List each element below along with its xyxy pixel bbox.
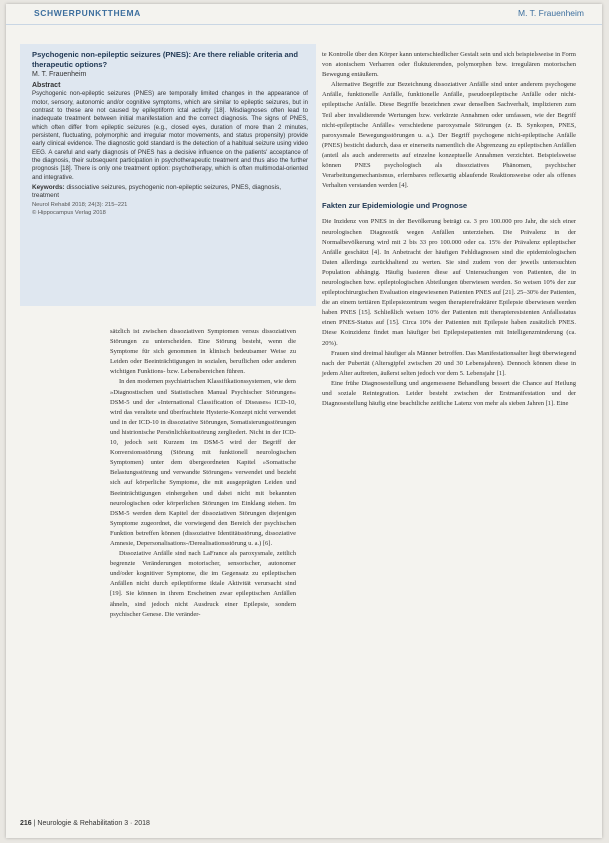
running-header bbox=[6, 4, 602, 25]
keywords-text: dissociative seizures, psychogenic non-epileptic seizures, PNES, diagnosis, treatment bbox=[32, 183, 282, 200]
body-paragraph: In den modernen psychiatrischen Klassifikationssystemen, wie dem »Diagnostischen und Statistischen Manual Psychischer Störungen« DSM-5 und der »International Classification of Diseases« ICD-10, wird das veraltete und überfrachtete Hysterie-Konzept nicht verwendet und in der ICD-10 in dissoziative Störungen, Somatisierungsstörungen und histrionische Persönlichkeitsstörung zergliedert. Nicht in der ICD-10, jedoch seit Kurzem im DSM-5 wird der Begriff der Konversionsstörung (Störung mit funktionell neurologischen Symptomen) unter dem übergeordneten Kapitel »Somatische Belastungsstörung und verwandte Störungen« verwendet und bezieht sich auf körperliche Symptome, die mit ausgeprägten Leiden und Beeinträchtigungen einhergehen und dabei nicht mit bekannten neurologischen oder körperlichen Störungen im Einklang stehen. Im DSM-5 werden dem Kapitel der dissoziativen Störungen diejenigen Symptome zugeordnet, die vorwiegend den Bereich der psychischen Funktion betreffen können (dissoziative Identitätsstörung, dissoziative Amnesie, Depersonalisations-/Derealisationsstörung u. a.) [6]. bbox=[110, 378, 296, 547]
author-short: M. T. Frauenheim bbox=[518, 8, 584, 18]
journal-page bbox=[6, 4, 602, 838]
citation-line: Neurol Rehabil 2018; 24(3): 215–221 bbox=[32, 202, 128, 209]
right-text-column bbox=[322, 50, 576, 409]
abstract-text: Psychogenic non-epileptic seizures (PNES) are temporally limited changes in the appearance of motor, sensory, autonomic and/or cognitive symptoms, which are similar to epileptic seizures, but in contrast to these are not caused by epileptiform ictal activity [18]. Misdiagnoses often lead to inadequate treatment between initial manifestation and the correct diagnosis. The signs of PNES, which often differ from epileptic seizures (e.g., closed eyes, duration of more than 2 minutes, persistent, fluctuating, polymorphic and irregular motor movements, and status propensity) provide early clinical evidence. The diagnostic gold standard is the detection of a habitual seizure using video EEG. A careful and early diagnosis of PNES has a decisive influence on the patients' acceptance of the diagnosis, their subsequent participation in psychotherapeutic treatment and thus also the further prognosis [18]. There is only one treatment option: psychotherapy, which is often multimodal-oriented and integrative. bbox=[32, 90, 308, 181]
page-footer bbox=[20, 820, 150, 827]
body-paragraph: Frauen sind dreimal häufiger als Männer betroffen. Das Manifestationsalter liegt überwiegend nach der Pubertät (Altersgipfel zwischen 20 und 30 Lebensjahren). Dennoch können diese in jedem Alter auftreten, äußerst selten jedoch vor dem 5. Lebensjahr [1]. bbox=[322, 349, 576, 377]
body-paragraph: Die Inzidenz von PNES in der Bevölkerung beträgt ca. 3 pro 100.000 pro Jahr, die sich einer neurologischen Diagnostik wegen Anfällen unterziehen. Die Prävalenz in der Normalbevölkerung wird mit 2 bis 33 pro 100.000 oder ca. 15% der Prävalenz epileptischer Anfälle geschätzt [4]. In Anbetracht der häufigen Fehldiagnosen sind die epidemiologischen Daten allerdings zurückhaltend zu werten. Sie sind zudem von der jeweils untersuchten Population abhängig. Häufig basieren diese auf Untersuchungen von Patienten, die in neurologischen bzw. epileptologischen Abteilungen überwiesen werden. So weisen 10% der zur epileptochirurgischen Evaluation eingewiesenen Patienten PNES auf [21]. 25–30% der Patienten, die an einem tertiären Epilepsiezentrum wegen therapierefraktärer Epilepsie überwiesen werden haben PNES [15]. Schließlich weisen 10% der Patienten mit therapieresistenten Anfallsstatus einen PNES-Status auf [15]. Circa 10% der Patienten mit Epilepsie haben zusätzlich PNES. Diese Koinzidenz findet man häufiger bei Epilepsiepatienten mit Intelligenzminderung (ca. 20%). bbox=[322, 218, 576, 347]
body-paragraph: Alternative Begriffe zur Bezeichnung dissoziativer Anfälle sind unter anderem psychogene Anfälle, funktionelle Anfälle, funktionelle Anfälle, pseudoepileptische Anfälle oder nicht-epileptische Anfälle. Diese Begriffe bezeichnen zwar denselben Sachverhalt, implizieren zum Teil aber invalidierende Wertungen bzw. verkürzte Annahmen oder umfassen, wie der Begriff nicht-epileptische Anfälle« verschiedene paroxysmale Störungen (z. B. Synkopen, PNES, paroxysmale Bewegungsstörungen u. a.). Der Begriff psychogene nicht-epileptische Anfälle (PNES) besticht dadurch, dass er einerseits namentlich die Abgrenzung zu epileptischen Anfällen (anteil als auch andererseits auf einzelne konzeptuelle Annahmen verzichtet. Beispielsweise können PNES psychologisch als dissoziatives Phänomen, psychischer Verarbeitungsmechanismus, erlernbares reflexartig ablaufende Reaktionsweise oder als offenes Verhalten verstanden werden [4]. bbox=[322, 81, 576, 190]
abstract-keywords bbox=[32, 184, 308, 200]
abstract-title: Psychogenic non-epileptic seizures (PNES): Are there reliable criteria and therapeutic options? bbox=[32, 50, 299, 69]
abstract-author: M. T. Frauenheim bbox=[32, 71, 87, 79]
english-abstract-box bbox=[20, 44, 316, 306]
footer-separator: | bbox=[33, 820, 36, 827]
section-heading: Fakten zur Epidemiologie und Prognose bbox=[322, 201, 468, 211]
abstract-heading: Abstract bbox=[32, 82, 61, 90]
left-text-column bbox=[110, 327, 296, 620]
body-paragraph: te Kontrolle über den Körper kann unterschiedlicher Gestalt sein und sich beispielsweise in Form von atonischem Verharren oder fluktuierenden, polymorphen bzw. irregulären motorischen Bewegung entäußern. bbox=[322, 51, 576, 79]
journal-name: Neurologie & Rehabilitation 3 · 2018 bbox=[37, 820, 150, 827]
body-paragraph: sätzlich ist zwischen dissoziativen Symptomen versus dissoziativen Störungen zu unterscheiden. Eine Störung besteht, wenn die Symptome für sich genommen in klinisch bedeutsamer Weise zu Leiden oder Beeinträchtigungen in sozialen, beruflichen oder anderen wichtigen Funktions- bzw. Lebensbereichen führen. bbox=[110, 328, 296, 376]
body-paragraph: Dissoziative Anfälle sind nach LaFrance als paroxysmale, zeitlich begrenzte Veränderungen motorischer, sensorischer, autonomer und/oder kognitiver Symptome, die im Gegensatz zu epileptischen Anfällen nicht durch epileptiforme iktale Aktivität verursacht sind [19]. Sie können in ihrem Erscheinen zwar epileptischen Anfällen ähneln, sind jedoch nicht Ausdruck einer Epilepsie, sondern psychischer Genese. Die veränder- bbox=[110, 550, 296, 618]
keywords-label: Keywords: bbox=[32, 183, 65, 191]
body-paragraph: Eine frühe Diagnosestellung und angemessene Behandlung bessert die Chance auf Heilung und soziale Reintegration. Leider besteht zwischen der Erstmanifestation und der Diagnosestellung häufig eine beachtliche zeitliche Latenz von mehr als sieben Jahren [1]. Eine bbox=[322, 379, 576, 408]
section-label: SCHWERPUNKTTHEMA bbox=[34, 8, 141, 18]
copyright-line: © Hippocampus Verlag 2018 bbox=[32, 209, 106, 216]
page-number: 216 bbox=[20, 820, 32, 827]
